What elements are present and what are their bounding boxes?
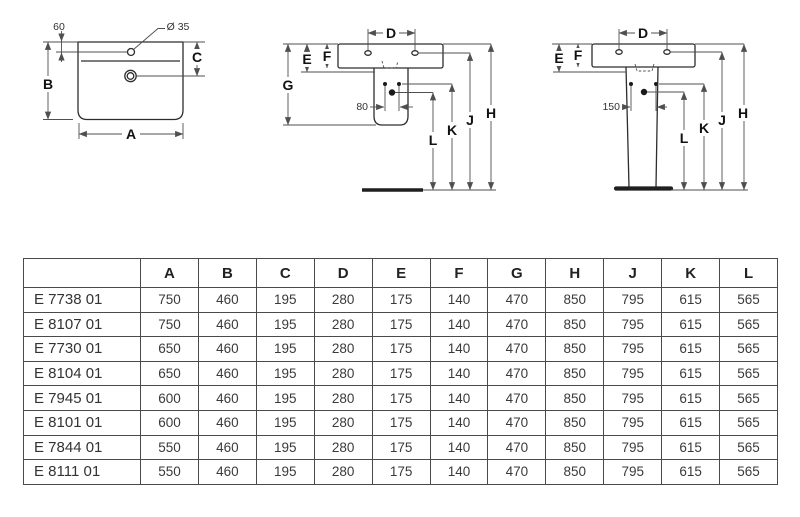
dimension-value-cell: 175 [372,288,430,313]
product-code-cell: E 7945 01 [24,386,141,411]
column-header-l: L [720,259,778,288]
dimension-value-cell: 470 [488,435,546,460]
spec-table-head [24,259,778,288]
fixing-dot-left [629,82,633,86]
dim-label-k: K [446,122,458,138]
dimension-value-cell: 280 [314,361,372,386]
dimension-value-cell: 460 [198,361,256,386]
fixing-dot-right [397,82,401,86]
dimension-value-cell: 280 [314,337,372,362]
top-view-drawing [40,21,205,142]
dimension-value-cell: 795 [604,361,662,386]
dimension-value-cell: 650 [141,337,199,362]
dimension-value-cell: 140 [430,337,488,362]
dim-label-k: K [698,120,710,136]
dimension-value-cell: 140 [430,288,488,313]
dimension-value-cell: 615 [662,361,720,386]
dim-150-text: 150 [602,101,620,113]
dim-label-c: C [191,49,203,65]
dimension-value-cell: 175 [372,460,430,485]
half-pedestal-view-drawing [280,25,499,190]
dimension-value-cell: 175 [372,435,430,460]
dimension-value-cell: 615 [662,460,720,485]
technical-drawings [0,0,800,250]
dimension-value-cell: 550 [141,435,199,460]
fixing-dot-right [654,82,658,86]
dimension-value-cell: 850 [546,460,604,485]
dimension-value-cell: 850 [546,410,604,435]
dimension-value-cell: 565 [720,337,778,362]
drain-connection-hidden [382,61,398,68]
dimension-value-cell: 175 [372,312,430,337]
dimension-value-cell: 565 [720,288,778,313]
dim-label-e: E [302,51,312,67]
dimension-value-cell: 460 [198,410,256,435]
dim-label-l: L [679,130,689,146]
dim-label-b: B [42,76,54,92]
dimension-value-cell: 850 [546,435,604,460]
pedestal-side-left [626,67,629,187]
dimension-value-cell: 565 [720,410,778,435]
dimension-value-cell: 795 [604,288,662,313]
dimension-value-cell: 280 [314,460,372,485]
column-header-e: E [372,259,430,288]
table-row [24,386,778,411]
dimension-value-cell: 175 [372,386,430,411]
dimension-value-cell: 470 [488,410,546,435]
dimension-value-cell: 795 [604,386,662,411]
dimension-value-cell: 140 [430,435,488,460]
dimension-value-cell: 650 [141,361,199,386]
dimension-value-cell: 460 [198,460,256,485]
siphon-dot [389,89,395,95]
dimension-value-cell: 565 [720,435,778,460]
basin-front-outline [338,44,443,68]
faucet-hole [128,49,135,56]
basin-front-outline [592,44,695,67]
dimension-value-cell: 795 [604,337,662,362]
dimension-value-cell: 175 [372,337,430,362]
dim-label-j: J [466,112,474,128]
dimension-value-cell: 470 [488,288,546,313]
dimension-value-cell: 460 [198,386,256,411]
dimension-value-cell: 565 [720,361,778,386]
dim-label-d: D [637,25,649,41]
table-row [24,460,778,485]
dimension-value-cell: 195 [256,337,314,362]
pedestal-view-drawing [552,25,751,190]
table-row [24,312,778,337]
dimension-value-cell: 565 [720,460,778,485]
dim-label-g: G [282,77,294,93]
dimension-value-cell: 565 [720,312,778,337]
dim-label-j: J [718,112,726,128]
dim-label-l: L [428,132,438,148]
dimension-value-cell: 615 [662,435,720,460]
dimension-value-cell: 195 [256,288,314,313]
column-header-c: C [256,259,314,288]
dimension-value-cell: 140 [430,312,488,337]
dim-80-text: 80 [356,101,368,113]
fixing-dot-left [383,82,387,86]
table-row [24,435,778,460]
dimension-value-cell: 565 [720,386,778,411]
dimension-value-cell: 795 [604,435,662,460]
dim-60-text: 60 [53,21,65,33]
dimension-value-cell: 850 [546,288,604,313]
dimension-value-cell: 615 [662,337,720,362]
spec-table [23,258,778,485]
dim-label-f: F [573,47,583,63]
drain-hole-outer [125,70,136,81]
product-code-cell: E 8101 01 [24,410,141,435]
siphon-dot [641,89,647,95]
top-view-dimensions [43,29,205,140]
dimension-value-cell: 280 [314,386,372,411]
column-header-f: F [430,259,488,288]
dimension-value-cell: 615 [662,410,720,435]
dimension-value-cell: 195 [256,312,314,337]
dimension-value-cell: 795 [604,410,662,435]
dimension-value-cell: 750 [141,288,199,313]
product-code-cell: E 7844 01 [24,435,141,460]
table-row [24,337,778,362]
product-code-cell: E 8107 01 [24,312,141,337]
half-pedestal-outline [374,68,408,125]
column-header-h: H [546,259,604,288]
dimension-value-cell: 850 [546,361,604,386]
dimension-value-cell: 140 [430,386,488,411]
mounting-hole-left [365,51,371,56]
dimension-value-cell: 195 [256,435,314,460]
dimension-value-cell: 615 [662,312,720,337]
dimension-value-cell: 280 [314,288,372,313]
product-code-cell: E 8111 01 [24,460,141,485]
product-code-cell: E 7730 01 [24,337,141,362]
column-header-j: J [604,259,662,288]
column-header-a: A [141,259,199,288]
dimension-value-cell: 470 [488,361,546,386]
product-code-cell: E 7738 01 [24,288,141,313]
dimension-value-cell: 140 [430,460,488,485]
dim-label-h: H [737,105,749,121]
dimension-value-cell: 195 [256,410,314,435]
header-row [24,259,778,288]
dimension-value-cell: 280 [314,312,372,337]
dimension-value-cell: 600 [141,410,199,435]
corner-cell [24,259,141,288]
mounting-hole-right [664,50,670,55]
dimension-value-cell: 615 [662,288,720,313]
dimension-value-cell: 470 [488,460,546,485]
table-row [24,410,778,435]
dimension-value-cell: 460 [198,288,256,313]
dimension-value-cell: 600 [141,386,199,411]
half-pedestal-dimensions [283,29,496,190]
spec-table-body [24,288,778,485]
dim-diameter-text: Ø 35 [166,21,190,33]
dimension-value-cell: 750 [141,312,199,337]
dim-label-e: E [554,50,564,66]
dim-label-a: A [125,126,137,142]
dimension-value-cell: 460 [198,435,256,460]
dimension-value-cell: 140 [430,361,488,386]
dimension-value-cell: 850 [546,312,604,337]
dimension-value-cell: 470 [488,337,546,362]
dimension-value-cell: 470 [488,386,546,411]
mounting-hole-left [616,50,622,55]
table-row [24,288,778,313]
column-header-b: B [198,259,256,288]
column-header-d: D [314,259,372,288]
dimension-value-cell: 795 [604,312,662,337]
mounting-hole-right [412,51,418,56]
dimension-value-cell: 470 [488,312,546,337]
dimension-value-cell: 850 [546,337,604,362]
dimension-value-cell: 280 [314,435,372,460]
drain-hole-inner [127,73,134,80]
dim-label-d: D [385,25,397,41]
dimension-value-cell: 795 [604,460,662,485]
dimension-value-cell: 280 [314,410,372,435]
dimension-value-cell: 195 [256,361,314,386]
dimension-value-cell: 195 [256,386,314,411]
dimension-table-section [23,258,778,485]
dimension-value-cell: 460 [198,337,256,362]
table-row [24,361,778,386]
product-code-cell: E 8104 01 [24,361,141,386]
dim-label-h: H [485,105,497,121]
dimension-value-cell: 550 [141,460,199,485]
dim-label-f: F [322,48,332,64]
dimension-value-cell: 460 [198,312,256,337]
dimension-value-cell: 850 [546,386,604,411]
basin-top-outline [78,42,183,120]
dimension-value-cell: 195 [256,460,314,485]
dimension-value-cell: 140 [430,410,488,435]
dimension-value-cell: 175 [372,361,430,386]
dimension-value-cell: 615 [662,386,720,411]
dimension-value-cell: 175 [372,410,430,435]
column-header-g: G [488,259,546,288]
column-header-k: K [662,259,720,288]
